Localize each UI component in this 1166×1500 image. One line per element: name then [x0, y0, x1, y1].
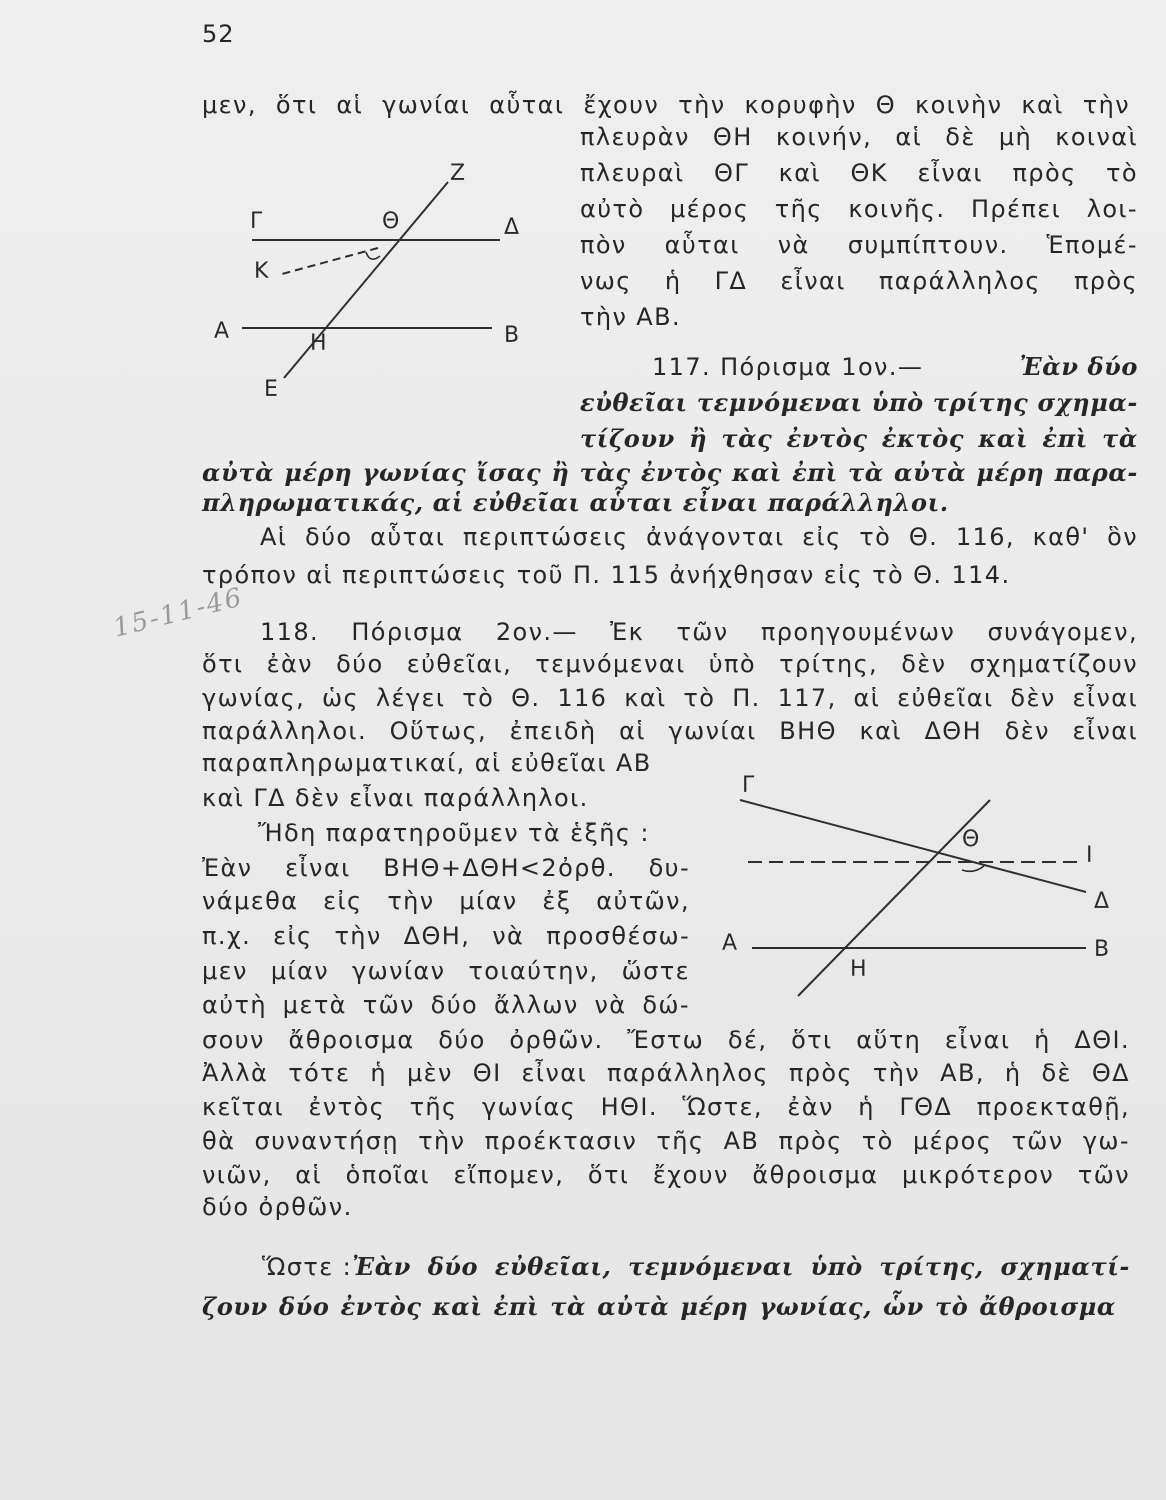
label-beta: Β — [1094, 937, 1110, 962]
page-number: 52 — [202, 20, 235, 48]
corollary-118-line: 118. Πόρισμα 2ον.— Ἐκ τῶν προηγουμένων συνάγομεν, — [260, 618, 1138, 646]
text-line: μεν μίαν γωνίαν τοιαύτην, ὥστε — [202, 957, 690, 985]
statement-line: εὐθεῖαι τεμνόμεναι ὑπὸ τρίτης σχημα- — [580, 388, 1138, 417]
figure-parallel-lines-2 — [712, 770, 1122, 1010]
text-line: Ἐὰν εἶναι ΒΗΘ+ΔΘΗ<2ὀρθ. δυ- — [202, 854, 690, 882]
text-line: ὅτι ἐὰν δύο εὐθεῖαι, τεμνόμεναι ὑπὸ τρίτης, δὲν σχηματίζουν — [202, 650, 1138, 678]
text-line: πλευρὰν ΘΗ κοινήν, αἱ δὲ μὴ κοιναὶ — [580, 123, 1138, 151]
label-delta: Δ — [1094, 889, 1110, 914]
label-delta: Δ — [504, 215, 520, 240]
angle-arc — [366, 252, 380, 259]
label-z: Ζ — [450, 161, 466, 186]
label-theta: Θ — [382, 209, 400, 234]
text-line: κεῖται ἐντὸς τῆς γωνίας ΗΘΙ. Ὥστε, ἐὰν ἡ ΓΘΔ προεκταθῇ, — [202, 1093, 1130, 1121]
text-line: σουν ἄθροισμα δύο ὀρθῶν. Ἔστω δέ, ὅτι αὕτη εἶναι ἡ ΔΘΙ. — [202, 1026, 1130, 1054]
text-line: Ἤδη παρατηροῦμεν τὰ ἑξῆς : — [258, 819, 650, 847]
statement-line: τίζουν ἢ τὰς ἐντὸς ἐκτὸς καὶ ἐπὶ τὰ — [580, 424, 1138, 453]
text-line: πὸν αὗται νὰ συμπίπτουν. Ἑπομέ- — [580, 231, 1138, 259]
statement-line: αὐτὰ μέρη γωνίας ἴσας ἢ τὰς ἐντὸς καὶ ἐπὶ τὰ αὐτὰ μέρη παρα- — [202, 458, 1138, 487]
conclusion-statement: Ἐὰν δύο εὐθεῖαι, τεμνόμεναι ὑπὸ τρίτης, σχηματί- — [352, 1252, 1130, 1281]
text-line: παραπληρωματικαί, αἱ εὐθεῖαι ΑΒ — [202, 749, 652, 777]
corollary-title: 117. Πόρισμα 1ον.— — [652, 353, 924, 381]
text-line: νως ἡ ΓΔ εἶναι παράλληλος πρὸς — [580, 267, 1138, 295]
label-iota: Ι — [1086, 843, 1093, 868]
label-k: Κ — [254, 259, 269, 284]
angle-arc — [962, 866, 984, 871]
label-beta: Β — [504, 323, 520, 348]
text-line: Ἀλλὰ τότε ἡ μὲν ΘΙ εἶναι παράλληλος πρὸς τὴν ΑΒ, ἡ δὲ ΘΔ — [202, 1059, 1130, 1087]
conclusion-line-2: ζουν δύο ἐντὸς καὶ ἐπὶ τὰ αὐτὰ μέρη γωνίας, ὧν τὸ ἄθροισμα — [202, 1292, 1116, 1321]
handwritten-note: 15-11-46 — [110, 582, 247, 644]
label-gamma: Γ — [250, 209, 263, 234]
figure-parallel-lines-1 — [200, 160, 540, 410]
label-alpha: Α — [214, 319, 230, 344]
text-line: πλευραὶ ΘΓ καὶ ΘΚ εἶναι πρὸς τὸ — [580, 159, 1138, 187]
corollary-statement-start: Ἐὰν δύο — [1019, 352, 1138, 381]
line-theta-k — [282, 248, 378, 274]
text-line: γωνίας, ὡς λέγει τὸ Θ. 116 καὶ τὸ Π. 117, αἱ εὐθεῖαι δὲν εἶναι — [202, 684, 1138, 712]
transversal-z-e — [284, 182, 448, 378]
text-line: παράλληλοι. Οὕτως, ἐπειδὴ αἱ γωνίαι ΒΗΘ καὶ ΔΘΗ δὲν εἶναι — [202, 717, 1138, 745]
label-theta: Θ — [962, 827, 980, 852]
corollary-117-heading — [652, 352, 1138, 382]
label-eta: Η — [310, 331, 327, 356]
text-line: θὰ συναντήσῃ τὴν προέκτασιν τῆς ΑΒ πρὸς τὸ μέρος τῶν γω- — [202, 1127, 1130, 1155]
text-line: μεν, ὅτι αἱ γωνίαι αὗται ἔχουν τὴν κορυφὴν Θ κοινὴν καὶ τὴν — [202, 91, 1130, 119]
text-line: Αἱ δύο αὗται περιπτώσεις ἀνάγονται εἰς τὸ Θ. 116, καθ' ὃν — [260, 523, 1138, 551]
label-alpha: Α — [722, 931, 738, 956]
text-line: αὐτὴ μετὰ τῶν δύο ἄλλων νὰ δώ- — [202, 991, 690, 1019]
text-line: νιῶν, αἱ ὁποῖαι εἴπομεν, ὅτι ἔχουν ἄθροισμα μικρότερον τῶν — [202, 1161, 1130, 1189]
label-epsilon: Ε — [264, 377, 278, 402]
conclusion-lead: Ὥστε : — [262, 1253, 353, 1281]
text-line: τρόπον αἱ περιπτώσεις τοῦ Π. 115 ἀνήχθησαν εἰς τὸ Θ. 114. — [202, 561, 1011, 589]
statement-line: πληρωματικάς, αἱ εὐθεῖαι αὗται εἶναι παράλληλοι. — [202, 488, 949, 517]
text-line: καὶ ΓΔ δὲν εἶναι παράλληλοι. — [202, 784, 589, 812]
text-line: π.χ. εἰς τὴν ΔΘΗ, νὰ προσθέσω- — [202, 922, 690, 950]
text-line: δύο ὀρθῶν. — [202, 1193, 353, 1221]
label-eta: Η — [850, 957, 867, 982]
text-line: τὴν ΑΒ. — [580, 303, 682, 331]
text-line: αὐτὸ μέρος τῆς κοινῆς. Πρέπει λοι- — [580, 195, 1138, 223]
conclusion-line — [262, 1252, 1130, 1282]
text-line: νάμεθα εἰς τὴν μίαν ἐξ αὐτῶν, — [202, 887, 690, 915]
label-gamma: Γ — [742, 773, 755, 798]
